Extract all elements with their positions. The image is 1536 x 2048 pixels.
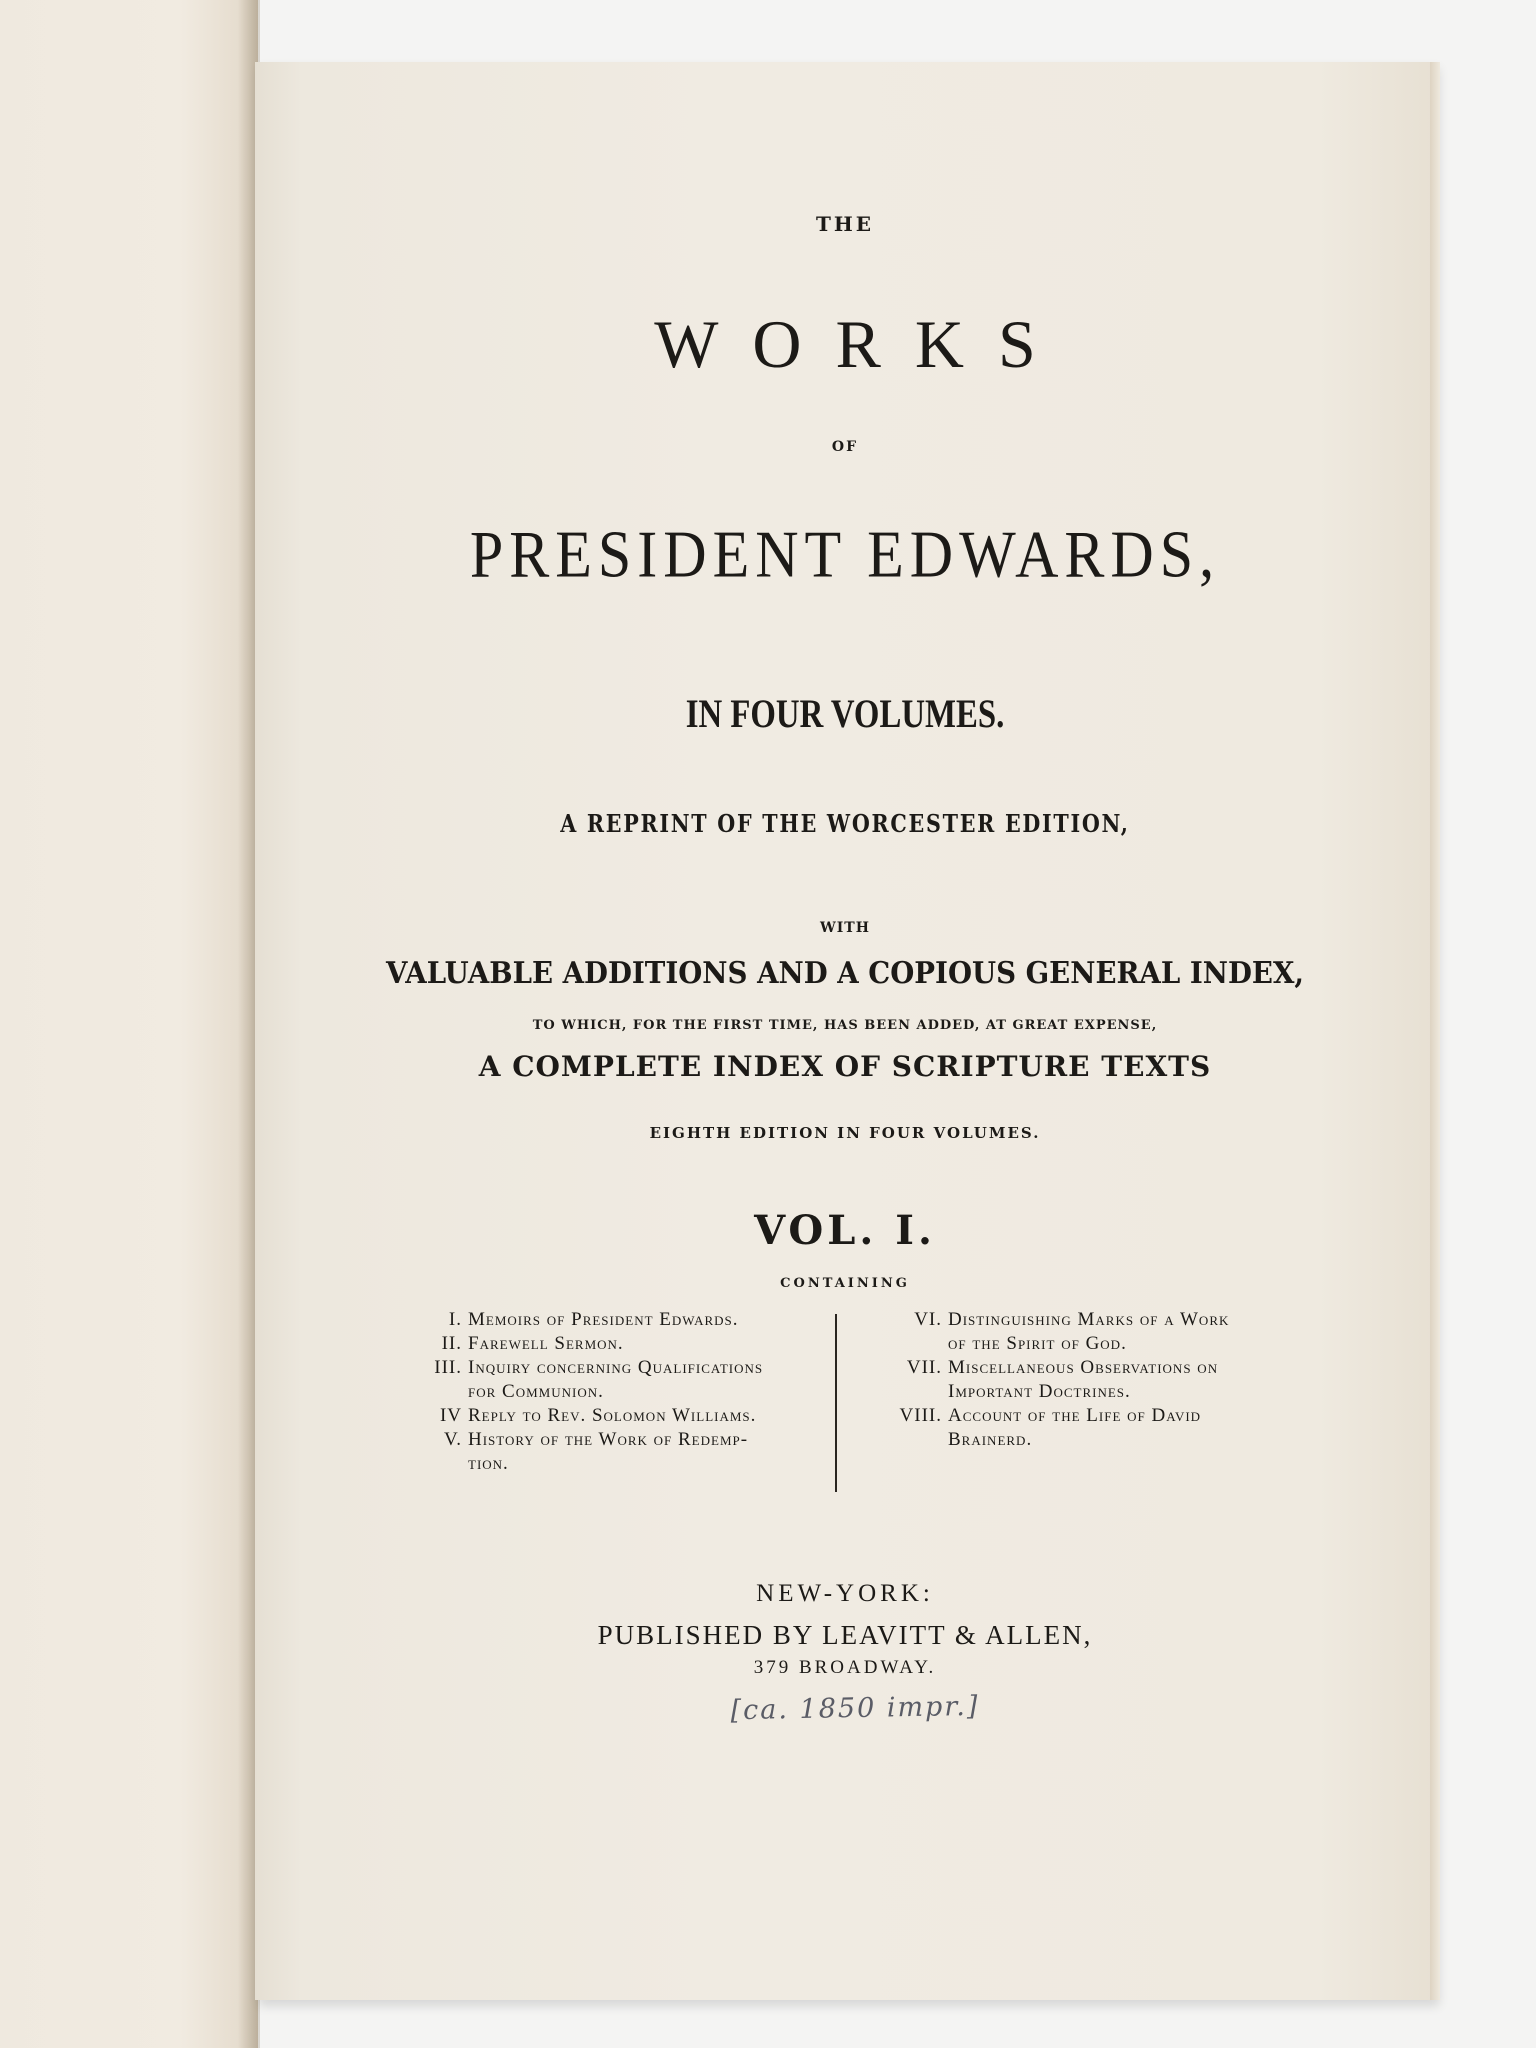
list-item-continuation: Brainerd. [948, 1429, 1033, 1450]
title-author: PRESIDENT EDWARDS, [469, 516, 1221, 591]
volume-number: VOL. I. [754, 1207, 936, 1254]
imprint-publisher: PUBLISHED BY LEAVITT & ALLEN, [597, 1620, 1093, 1650]
list-item-continuation: for Communion. [468, 1381, 604, 1402]
list-item: III. Inquiry concerning Qualifications [434, 1357, 764, 1378]
scripture-index-line: A COMPLETE INDEX OF SCRIPTURE TEXTS [478, 1050, 1212, 1083]
list-item: IV Reply to Rev. Solomon Williams. [439, 1405, 757, 1426]
list-item: II. Farewell Sermon. [441, 1333, 624, 1354]
volumes-line: IN FOUR VOLUMES. [685, 691, 1005, 736]
list-item-continuation: Important Doctrines. [948, 1381, 1131, 1402]
title-works: WORKS [654, 306, 1070, 382]
list-item: V. History of the Work of Redemp- [443, 1429, 749, 1450]
contents-left-column [382, 1308, 827, 1476]
list-item: I. Memoirs of President Edwards. [448, 1309, 739, 1330]
list-item: VI. Distinguishing Marks of a Work [914, 1309, 1230, 1330]
facing-blank-page [0, 0, 258, 2048]
column-divider [835, 1314, 837, 1492]
title-article: THE [815, 212, 875, 236]
imprint-city: NEW-YORK: [756, 1580, 934, 1607]
title-of: OF [831, 439, 859, 455]
list-item-continuation: tion. [468, 1453, 509, 1474]
list-item-continuation: of the Spirit of God. [948, 1333, 1127, 1354]
with-line: WITH [820, 920, 870, 936]
additions-line: VALUABLE ADDITIONS AND A COPIOUS GENERAL INDEX, [386, 956, 1304, 991]
list-item: VIII. Account of the Life of David [899, 1405, 1202, 1426]
to-which-line: TO WHICH, FOR THE FIRST TIME, HAS BEEN ADDED, AT GREAT EXPENSE, [532, 1018, 1158, 1033]
edition-line: EIGHTH EDITION IN FOUR VOLUMES. [649, 1124, 1041, 1142]
containing-label: CONTAINING [780, 1276, 910, 1291]
imprint-address: 379 BROADWAY. [753, 1657, 937, 1678]
list-item: VII. Miscellaneous Observations on [906, 1357, 1219, 1378]
contents-right-column [850, 1308, 1300, 1452]
reprint-line: A REPRINT OF THE WORCESTER EDITION, [560, 809, 1130, 838]
handwritten-annotation: [ca. 1850 impr.] [730, 1690, 980, 1727]
